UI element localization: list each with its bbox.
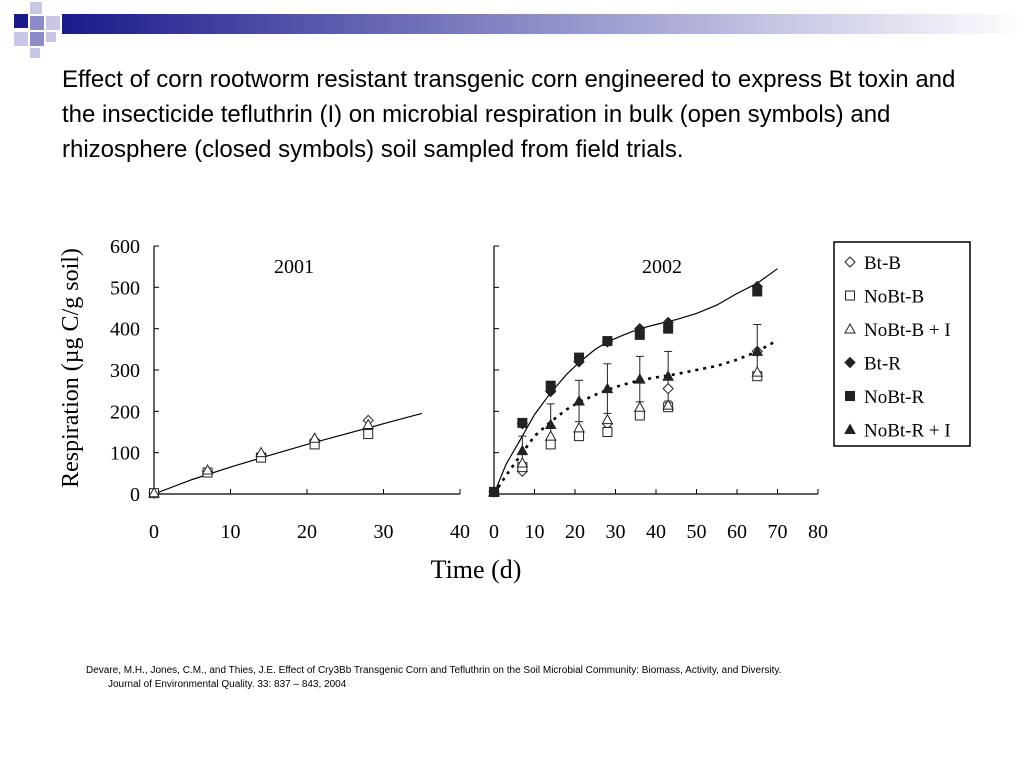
point-nobt-b	[364, 430, 373, 439]
x-tick-label: 10	[220, 521, 241, 543]
point-nobt-r	[664, 324, 673, 333]
legend-label-nobt-b: NoBt-B	[864, 286, 925, 308]
y-tick-label: 300	[110, 360, 140, 382]
point-nobt-b-i	[546, 431, 556, 440]
legend-marker-nobt-b	[846, 291, 855, 300]
x-tick-label: 80	[808, 521, 828, 543]
header-gradient-bar	[62, 14, 1024, 34]
point-nobt-b	[603, 428, 612, 437]
y-axis-label: Respiration (µg C/g soil)	[58, 248, 84, 488]
x-tick-label: 70	[767, 521, 788, 543]
deco-square-light-4	[46, 32, 56, 42]
point-nobt-r	[635, 330, 644, 339]
decorative-squares	[0, 0, 1024, 64]
deco-square-light-1	[30, 2, 42, 14]
x-tick-label: 0	[489, 521, 499, 543]
point-nobt-b-i	[310, 433, 320, 442]
point-bt-b	[663, 384, 673, 394]
deco-square-light-2	[46, 16, 60, 30]
y-tick-label: 200	[110, 401, 140, 424]
y-tick-label: 600	[110, 236, 140, 258]
citation	[86, 664, 986, 692]
x-tick-label: 60	[727, 521, 747, 543]
point-nobt-r-i	[635, 374, 645, 383]
legend-marker-nobt-r	[846, 392, 855, 401]
legend-label-nobt-r: NoBt-R	[864, 387, 925, 408]
point-nobt-b	[635, 411, 644, 420]
x-tick-label: 0	[149, 521, 159, 543]
x-tick-label: 40	[646, 521, 666, 543]
deco-square-light-3	[14, 32, 28, 46]
x-tick-label: 10	[524, 521, 545, 543]
respiration-figure	[52, 226, 984, 588]
point-nobt-r	[753, 287, 762, 296]
deco-square-dark-1	[14, 14, 28, 28]
x-tick-label: 30	[605, 521, 626, 543]
x-tick-label: 20	[297, 521, 317, 543]
chart-2001	[110, 236, 470, 543]
point-nobt-b-i	[635, 402, 645, 411]
citation-line-1: Devare, M.H., Jones, C.M., and Thies, J.E. Effect of Cry3Bb Transgenic Corn and Tefluthrin on the Soil Microbial Community: Biomass, Activity, and Diversity.	[86, 665, 782, 676]
x-axis-label: Time (d)	[430, 555, 522, 584]
x-tick-label: 30	[373, 521, 394, 543]
legend-label-bt-b: Bt-B	[864, 253, 901, 274]
y-tick-label: 100	[110, 442, 140, 465]
deco-square-light-5	[30, 48, 40, 58]
y-tick-label: 0	[130, 484, 140, 506]
point-nobt-r	[546, 381, 555, 390]
point-nobt-b-i	[602, 415, 612, 424]
citation-line-2: Journal of Environmental Quality. 33: 837 – 843, 2004	[108, 679, 347, 690]
legend-box	[834, 242, 970, 446]
fit-line-solid	[154, 413, 422, 494]
point-nobt-r	[518, 418, 527, 427]
point-nobt-b-i	[256, 448, 266, 457]
point-nobt-b	[546, 440, 555, 449]
legend-label-nobt-r-i: NoBt-R + I	[864, 420, 951, 442]
deco-square-mid-1	[30, 16, 44, 30]
slide-title: Effect of corn rootworm resistant transgenic corn engineered to express Bt toxin and the insecticide tefluthrin (I) on microbial respiration in bulk (open symbols) and rhizosphere (closed symbols) soil sampled from field trials.	[62, 66, 956, 163]
point-nobt-r	[575, 353, 584, 362]
panel-title: 2001	[274, 256, 314, 278]
y-tick-label: 500	[110, 277, 140, 300]
panel-title: 2002	[642, 256, 682, 278]
legend-label-nobt-b-i: NoBt-B + I	[864, 320, 951, 341]
legend	[834, 242, 970, 446]
legend-label-bt-r: Bt-R	[864, 353, 901, 375]
x-tick-label: 40	[450, 521, 470, 543]
deco-square-mid-2	[30, 32, 44, 46]
x-tick-label: 20	[565, 521, 585, 543]
point-nobt-r	[603, 337, 612, 346]
point-nobt-b-i	[574, 423, 584, 432]
chart-2002	[489, 246, 828, 543]
x-tick-label: 50	[686, 521, 707, 543]
point-nobt-b	[575, 432, 584, 441]
y-tick-label: 400	[110, 318, 140, 341]
